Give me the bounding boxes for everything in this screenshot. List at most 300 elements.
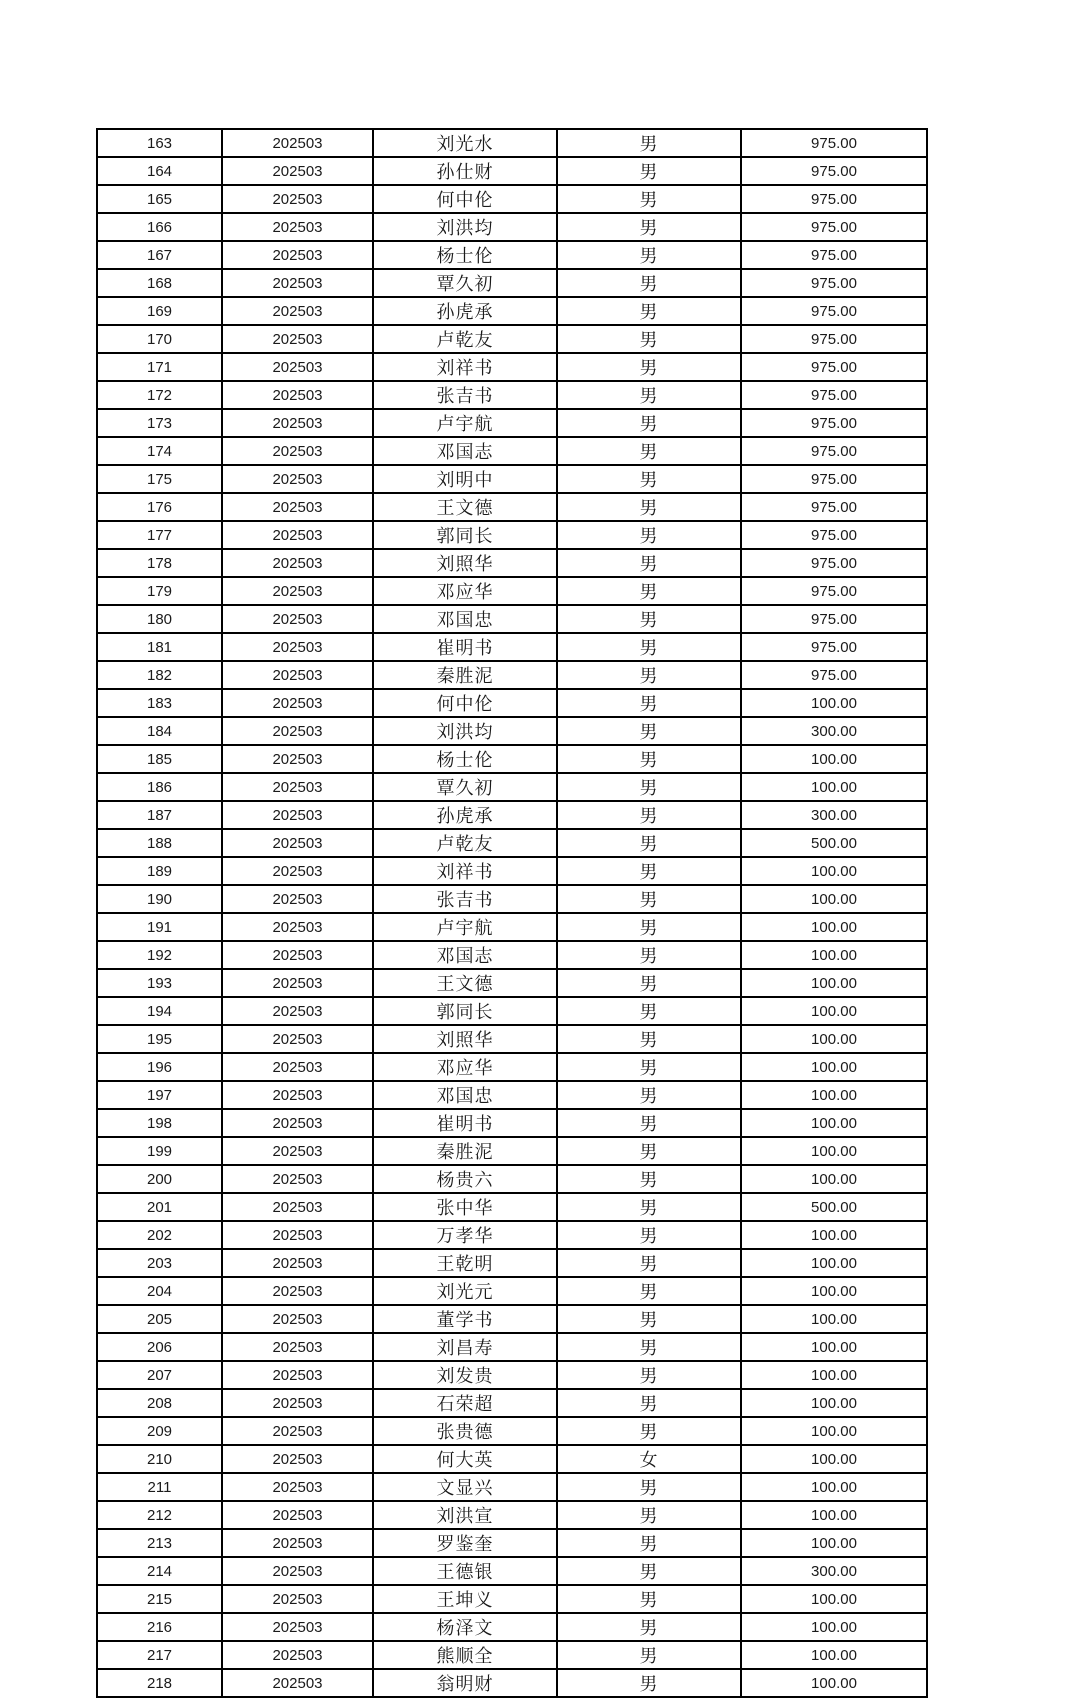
row-number-cell: 204 (97, 1277, 222, 1305)
gender-cell: 男 (557, 913, 741, 941)
name-cell: 郭同长 (373, 997, 557, 1025)
period-cell: 202503 (222, 857, 373, 885)
amount-cell: 100.00 (741, 1501, 927, 1529)
name-cell: 王德银 (373, 1557, 557, 1585)
name-cell: 卢宇航 (373, 409, 557, 437)
period-cell: 202503 (222, 577, 373, 605)
name-cell: 刘洪均 (373, 717, 557, 745)
amount-cell: 300.00 (741, 717, 927, 745)
name-cell: 王坤义 (373, 1585, 557, 1613)
name-cell: 邓应华 (373, 577, 557, 605)
amount-cell: 975.00 (741, 353, 927, 381)
name-cell: 罗鉴奎 (373, 1529, 557, 1557)
amount-cell: 975.00 (741, 661, 927, 689)
gender-cell: 男 (557, 1277, 741, 1305)
gender-cell: 男 (557, 969, 741, 997)
gender-cell: 男 (557, 1473, 741, 1501)
period-cell: 202503 (222, 1613, 373, 1641)
amount-cell: 100.00 (741, 885, 927, 913)
period-cell: 202503 (222, 689, 373, 717)
table-row (97, 689, 927, 717)
table-row (97, 269, 927, 297)
gender-cell: 男 (557, 1137, 741, 1165)
gender-cell: 男 (557, 1557, 741, 1585)
period-cell: 202503 (222, 1193, 373, 1221)
name-cell: 刘照华 (373, 1025, 557, 1053)
gender-cell: 男 (557, 857, 741, 885)
row-number-cell: 201 (97, 1193, 222, 1221)
row-number-cell: 216 (97, 1613, 222, 1641)
table-row (97, 1613, 927, 1641)
name-cell: 覃久初 (373, 269, 557, 297)
row-number-cell: 194 (97, 997, 222, 1025)
name-cell: 崔明书 (373, 633, 557, 661)
payment-table-body (97, 129, 927, 1697)
gender-cell: 男 (557, 297, 741, 325)
period-cell: 202503 (222, 1305, 373, 1333)
row-number-cell: 199 (97, 1137, 222, 1165)
table-row (97, 745, 927, 773)
gender-cell: 男 (557, 1361, 741, 1389)
gender-cell: 男 (557, 717, 741, 745)
period-cell: 202503 (222, 1333, 373, 1361)
amount-cell: 100.00 (741, 1361, 927, 1389)
gender-cell: 男 (557, 381, 741, 409)
row-number-cell: 212 (97, 1501, 222, 1529)
gender-cell: 男 (557, 1081, 741, 1109)
amount-cell: 500.00 (741, 829, 927, 857)
row-number-cell: 169 (97, 297, 222, 325)
row-number-cell: 217 (97, 1641, 222, 1669)
name-cell: 刘明中 (373, 465, 557, 493)
period-cell: 202503 (222, 773, 373, 801)
table-row (97, 493, 927, 521)
period-cell: 202503 (222, 1669, 373, 1697)
gender-cell: 男 (557, 1221, 741, 1249)
amount-cell: 975.00 (741, 549, 927, 577)
gender-cell: 男 (557, 1529, 741, 1557)
row-number-cell: 174 (97, 437, 222, 465)
period-cell: 202503 (222, 213, 373, 241)
period-cell: 202503 (222, 241, 373, 269)
table-row (97, 381, 927, 409)
row-number-cell: 196 (97, 1053, 222, 1081)
name-cell: 刘祥书 (373, 857, 557, 885)
name-cell: 郭同长 (373, 521, 557, 549)
amount-cell: 100.00 (741, 997, 927, 1025)
table-row (97, 1249, 927, 1277)
table-row (97, 1473, 927, 1501)
table-row (97, 801, 927, 829)
table-row (97, 857, 927, 885)
name-cell: 邓国忠 (373, 1081, 557, 1109)
row-number-cell: 181 (97, 633, 222, 661)
row-number-cell: 182 (97, 661, 222, 689)
table-row (97, 1221, 927, 1249)
gender-cell: 男 (557, 437, 741, 465)
gender-cell: 男 (557, 213, 741, 241)
amount-cell: 100.00 (741, 1249, 927, 1277)
amount-cell: 975.00 (741, 409, 927, 437)
row-number-cell: 168 (97, 269, 222, 297)
period-cell: 202503 (222, 1221, 373, 1249)
table-row (97, 213, 927, 241)
period-cell: 202503 (222, 1445, 373, 1473)
period-cell: 202503 (222, 1109, 373, 1137)
name-cell: 文显兴 (373, 1473, 557, 1501)
table-row (97, 1277, 927, 1305)
gender-cell: 男 (557, 1669, 741, 1697)
name-cell: 刘昌寿 (373, 1333, 557, 1361)
period-cell: 202503 (222, 1137, 373, 1165)
table-row (97, 185, 927, 213)
period-cell: 202503 (222, 661, 373, 689)
row-number-cell: 193 (97, 969, 222, 997)
table-row (97, 1193, 927, 1221)
row-number-cell: 186 (97, 773, 222, 801)
period-cell: 202503 (222, 1417, 373, 1445)
gender-cell: 男 (557, 745, 741, 773)
period-cell: 202503 (222, 1389, 373, 1417)
name-cell: 孙虎承 (373, 297, 557, 325)
gender-cell: 男 (557, 1613, 741, 1641)
amount-cell: 100.00 (741, 689, 927, 717)
table-row (97, 913, 927, 941)
amount-cell: 975.00 (741, 297, 927, 325)
gender-cell: 男 (557, 129, 741, 157)
name-cell: 何大英 (373, 1445, 557, 1473)
period-cell: 202503 (222, 1501, 373, 1529)
amount-cell: 100.00 (741, 1109, 927, 1137)
table-row (97, 773, 927, 801)
table-row (97, 829, 927, 857)
table-row (97, 997, 927, 1025)
name-cell: 邓应华 (373, 1053, 557, 1081)
table-row (97, 1305, 927, 1333)
name-cell: 杨士伦 (373, 241, 557, 269)
amount-cell: 100.00 (741, 773, 927, 801)
table-row (97, 1669, 927, 1697)
name-cell: 覃久初 (373, 773, 557, 801)
row-number-cell: 190 (97, 885, 222, 913)
row-number-cell: 184 (97, 717, 222, 745)
amount-cell: 100.00 (741, 1529, 927, 1557)
amount-cell: 100.00 (741, 1053, 927, 1081)
name-cell: 邓国志 (373, 941, 557, 969)
period-cell: 202503 (222, 157, 373, 185)
name-cell: 杨泽文 (373, 1613, 557, 1641)
period-cell: 202503 (222, 353, 373, 381)
name-cell: 翁明财 (373, 1669, 557, 1697)
table-row (97, 1557, 927, 1585)
name-cell: 孙虎承 (373, 801, 557, 829)
table-row (97, 129, 927, 157)
row-number-cell: 188 (97, 829, 222, 857)
amount-cell: 100.00 (741, 1025, 927, 1053)
period-cell: 202503 (222, 1053, 373, 1081)
period-cell: 202503 (222, 409, 373, 437)
gender-cell: 男 (557, 829, 741, 857)
name-cell: 卢宇航 (373, 913, 557, 941)
period-cell: 202503 (222, 801, 373, 829)
amount-cell: 975.00 (741, 577, 927, 605)
period-cell: 202503 (222, 1361, 373, 1389)
row-number-cell: 175 (97, 465, 222, 493)
row-number-cell: 177 (97, 521, 222, 549)
name-cell: 秦胜泥 (373, 1137, 557, 1165)
gender-cell: 男 (557, 1249, 741, 1277)
table-row (97, 1529, 927, 1557)
table-row (97, 717, 927, 745)
row-number-cell: 209 (97, 1417, 222, 1445)
amount-cell: 975.00 (741, 605, 927, 633)
name-cell: 董学书 (373, 1305, 557, 1333)
row-number-cell: 172 (97, 381, 222, 409)
name-cell: 何中伦 (373, 689, 557, 717)
amount-cell: 975.00 (741, 241, 927, 269)
name-cell: 何中伦 (373, 185, 557, 213)
period-cell: 202503 (222, 465, 373, 493)
name-cell: 卢乾友 (373, 829, 557, 857)
amount-cell: 100.00 (741, 969, 927, 997)
period-cell: 202503 (222, 745, 373, 773)
amount-cell: 100.00 (741, 1473, 927, 1501)
name-cell: 石荣超 (373, 1389, 557, 1417)
name-cell: 刘洪均 (373, 213, 557, 241)
table-row (97, 1109, 927, 1137)
period-cell: 202503 (222, 1249, 373, 1277)
table-row (97, 1025, 927, 1053)
row-number-cell: 203 (97, 1249, 222, 1277)
name-cell: 刘光元 (373, 1277, 557, 1305)
gender-cell: 男 (557, 269, 741, 297)
gender-cell: 男 (557, 325, 741, 353)
period-cell: 202503 (222, 997, 373, 1025)
period-cell: 202503 (222, 1081, 373, 1109)
row-number-cell: 187 (97, 801, 222, 829)
period-cell: 202503 (222, 1585, 373, 1613)
amount-cell: 100.00 (741, 1417, 927, 1445)
gender-cell: 男 (557, 1305, 741, 1333)
table-row (97, 241, 927, 269)
period-cell: 202503 (222, 829, 373, 857)
gender-cell: 男 (557, 521, 741, 549)
table-row (97, 1361, 927, 1389)
row-number-cell: 213 (97, 1529, 222, 1557)
period-cell: 202503 (222, 605, 373, 633)
period-cell: 202503 (222, 969, 373, 997)
row-number-cell: 173 (97, 409, 222, 437)
row-number-cell: 179 (97, 577, 222, 605)
table-row (97, 465, 927, 493)
gender-cell: 男 (557, 157, 741, 185)
amount-cell: 100.00 (741, 1389, 927, 1417)
amount-cell: 100.00 (741, 1669, 927, 1697)
name-cell: 王文德 (373, 493, 557, 521)
payment-table (96, 128, 928, 1698)
row-number-cell: 171 (97, 353, 222, 381)
row-number-cell: 192 (97, 941, 222, 969)
period-cell: 202503 (222, 633, 373, 661)
amount-cell: 100.00 (741, 1081, 927, 1109)
row-number-cell: 185 (97, 745, 222, 773)
gender-cell: 男 (557, 1641, 741, 1669)
name-cell: 张吉书 (373, 885, 557, 913)
period-cell: 202503 (222, 297, 373, 325)
period-cell: 202503 (222, 493, 373, 521)
row-number-cell: 205 (97, 1305, 222, 1333)
name-cell: 孙仕财 (373, 157, 557, 185)
gender-cell: 男 (557, 1193, 741, 1221)
amount-cell: 100.00 (741, 1137, 927, 1165)
gender-cell: 男 (557, 773, 741, 801)
name-cell: 张贵德 (373, 1417, 557, 1445)
amount-cell: 100.00 (741, 745, 927, 773)
row-number-cell: 218 (97, 1669, 222, 1697)
period-cell: 202503 (222, 1529, 373, 1557)
table-row (97, 1501, 927, 1529)
row-number-cell: 206 (97, 1333, 222, 1361)
amount-cell: 975.00 (741, 465, 927, 493)
period-cell: 202503 (222, 1025, 373, 1053)
amount-cell: 100.00 (741, 1613, 927, 1641)
period-cell: 202503 (222, 913, 373, 941)
amount-cell: 100.00 (741, 1221, 927, 1249)
table-row (97, 577, 927, 605)
gender-cell: 男 (557, 1025, 741, 1053)
gender-cell: 男 (557, 1585, 741, 1613)
row-number-cell: 164 (97, 157, 222, 185)
amount-cell: 100.00 (741, 1165, 927, 1193)
table-row (97, 325, 927, 353)
gender-cell: 男 (557, 885, 741, 913)
row-number-cell: 191 (97, 913, 222, 941)
row-number-cell: 189 (97, 857, 222, 885)
amount-cell: 100.00 (741, 1585, 927, 1613)
amount-cell: 975.00 (741, 437, 927, 465)
row-number-cell: 183 (97, 689, 222, 717)
name-cell: 杨士伦 (373, 745, 557, 773)
amount-cell: 975.00 (741, 325, 927, 353)
table-row (97, 409, 927, 437)
gender-cell: 男 (557, 1501, 741, 1529)
period-cell: 202503 (222, 325, 373, 353)
table-row (97, 353, 927, 381)
row-number-cell: 165 (97, 185, 222, 213)
table-row (97, 157, 927, 185)
gender-cell: 男 (557, 1389, 741, 1417)
name-cell: 邓国忠 (373, 605, 557, 633)
table-row (97, 941, 927, 969)
row-number-cell: 200 (97, 1165, 222, 1193)
amount-cell: 975.00 (741, 157, 927, 185)
name-cell: 刘照华 (373, 549, 557, 577)
table-row (97, 1137, 927, 1165)
name-cell: 刘祥书 (373, 353, 557, 381)
gender-cell: 男 (557, 1333, 741, 1361)
gender-cell: 男 (557, 1165, 741, 1193)
row-number-cell: 214 (97, 1557, 222, 1585)
name-cell: 张吉书 (373, 381, 557, 409)
period-cell: 202503 (222, 129, 373, 157)
gender-cell: 男 (557, 633, 741, 661)
row-number-cell: 198 (97, 1109, 222, 1137)
amount-cell: 100.00 (741, 1277, 927, 1305)
period-cell: 202503 (222, 269, 373, 297)
amount-cell: 975.00 (741, 213, 927, 241)
name-cell: 刘发贵 (373, 1361, 557, 1389)
name-cell: 王乾明 (373, 1249, 557, 1277)
row-number-cell: 163 (97, 129, 222, 157)
gender-cell: 男 (557, 465, 741, 493)
name-cell: 秦胜泥 (373, 661, 557, 689)
table-row (97, 1445, 927, 1473)
period-cell: 202503 (222, 1165, 373, 1193)
row-number-cell: 170 (97, 325, 222, 353)
row-number-cell: 208 (97, 1389, 222, 1417)
period-cell: 202503 (222, 521, 373, 549)
amount-cell: 100.00 (741, 913, 927, 941)
row-number-cell: 167 (97, 241, 222, 269)
gender-cell: 男 (557, 185, 741, 213)
gender-cell: 男 (557, 997, 741, 1025)
name-cell: 崔明书 (373, 1109, 557, 1137)
amount-cell: 975.00 (741, 493, 927, 521)
name-cell: 王文德 (373, 969, 557, 997)
amount-cell: 975.00 (741, 185, 927, 213)
row-number-cell: 178 (97, 549, 222, 577)
table-row (97, 549, 927, 577)
table-row (97, 969, 927, 997)
name-cell: 张中华 (373, 1193, 557, 1221)
period-cell: 202503 (222, 941, 373, 969)
period-cell: 202503 (222, 549, 373, 577)
gender-cell: 男 (557, 353, 741, 381)
table-row (97, 1641, 927, 1669)
amount-cell: 100.00 (741, 1445, 927, 1473)
name-cell: 刘洪宣 (373, 1501, 557, 1529)
gender-cell: 男 (557, 941, 741, 969)
amount-cell: 100.00 (741, 1641, 927, 1669)
name-cell: 刘光水 (373, 129, 557, 157)
amount-cell: 100.00 (741, 941, 927, 969)
table-row (97, 661, 927, 689)
table-row (97, 1081, 927, 1109)
table-row (97, 1389, 927, 1417)
table-row (97, 521, 927, 549)
amount-cell: 975.00 (741, 269, 927, 297)
table-row (97, 885, 927, 913)
name-cell: 杨贵六 (373, 1165, 557, 1193)
period-cell: 202503 (222, 1277, 373, 1305)
period-cell: 202503 (222, 717, 373, 745)
gender-cell: 男 (557, 605, 741, 633)
name-cell: 熊顺全 (373, 1641, 557, 1669)
amount-cell: 975.00 (741, 381, 927, 409)
period-cell: 202503 (222, 1641, 373, 1669)
table-row (97, 1053, 927, 1081)
row-number-cell: 176 (97, 493, 222, 521)
table-row (97, 1585, 927, 1613)
gender-cell: 男 (557, 493, 741, 521)
name-cell: 邓国志 (373, 437, 557, 465)
row-number-cell: 211 (97, 1473, 222, 1501)
gender-cell: 女 (557, 1445, 741, 1473)
row-number-cell: 180 (97, 605, 222, 633)
amount-cell: 300.00 (741, 1557, 927, 1585)
amount-cell: 500.00 (741, 1193, 927, 1221)
period-cell: 202503 (222, 1557, 373, 1585)
